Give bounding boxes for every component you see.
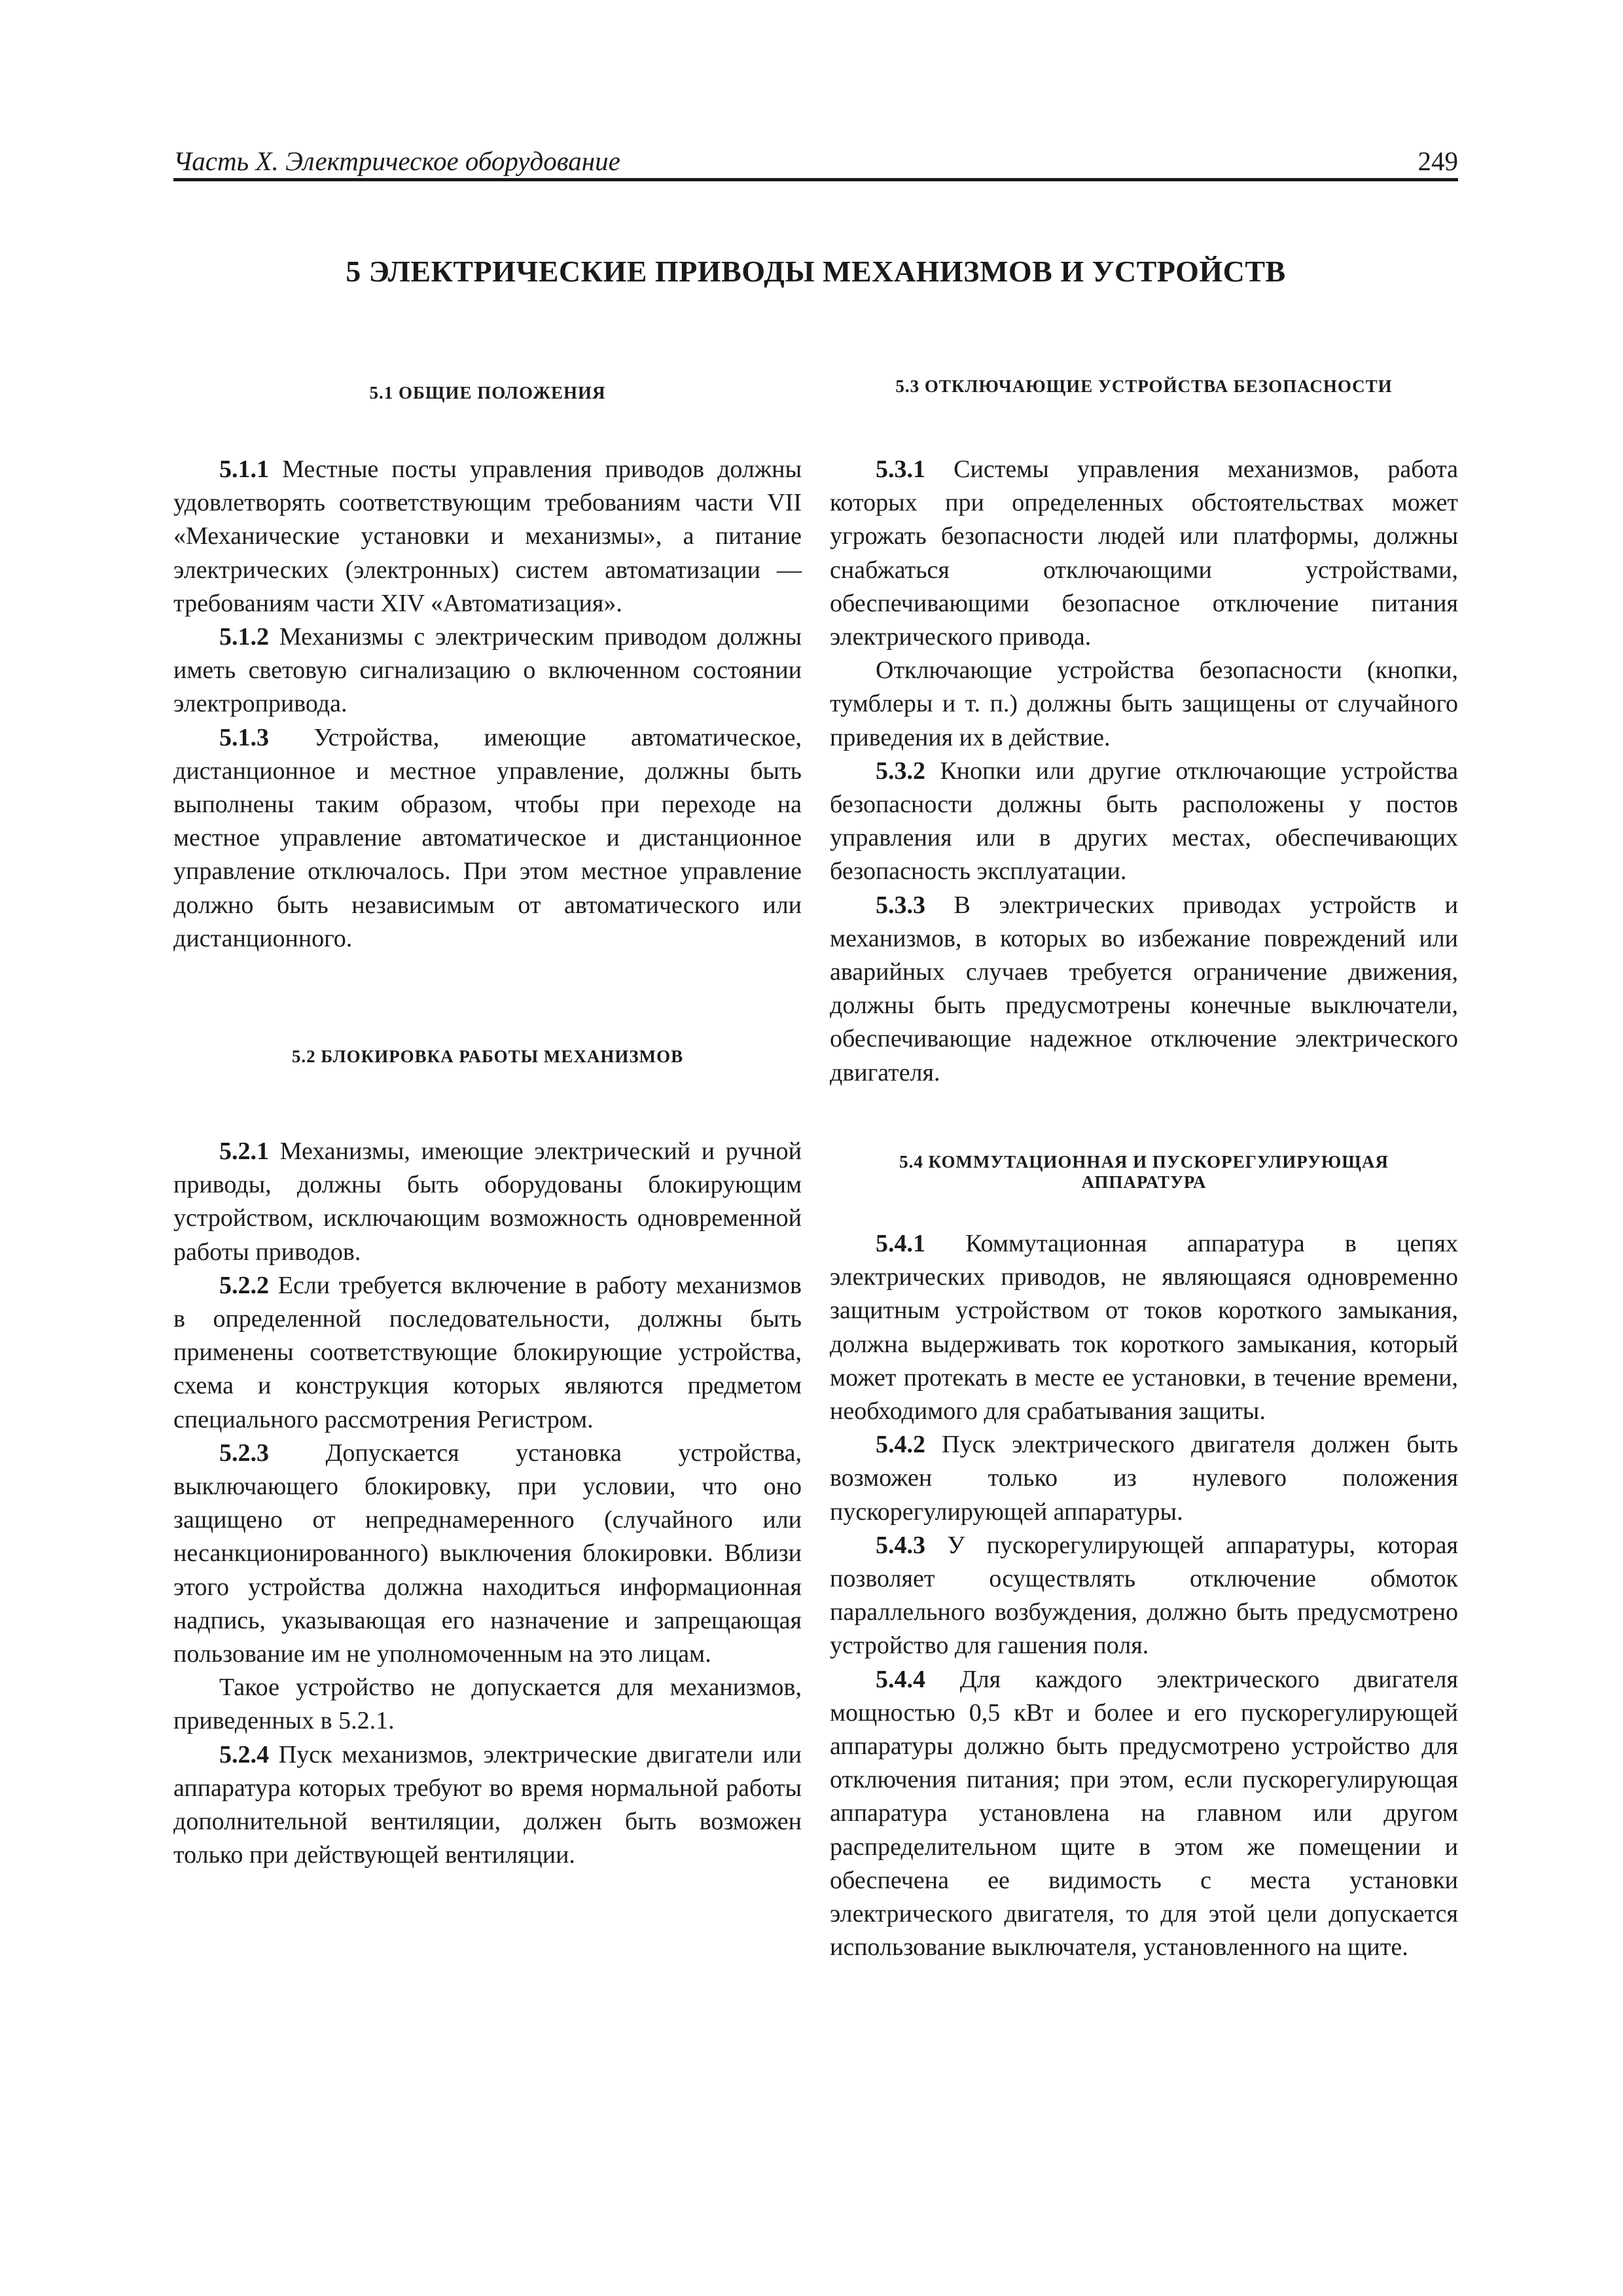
paragraph-5-4-3 bbox=[830, 1529, 1458, 1663]
paragraph-text: Пуск электрического двигателя должен быть возможен только из нулевого положения пускорегулирующей аппаратуры. bbox=[830, 1431, 1458, 1526]
paragraph-5-4-1 bbox=[830, 1227, 1458, 1428]
clause-number: 5.2.1 bbox=[219, 1138, 269, 1165]
section-title-5-3: 5.3 ОТКЛЮЧАЮЩИЕ УСТРОЙСТВА БЕЗОПАСНОСТИ bbox=[895, 376, 1393, 396]
paragraph-5-3-2 bbox=[830, 755, 1458, 889]
paragraph-5-2-4 bbox=[173, 1738, 802, 1873]
section-body-5-1 bbox=[173, 453, 802, 956]
paragraph-5-1-1 bbox=[173, 453, 802, 620]
paragraph-text: Механизмы, имеющие электрический и ручной приводы, должны быть оборудованы блокирующим устройством, исключающим возможность одновременной работы приводов. bbox=[173, 1138, 802, 1266]
paragraph-5-3-1 bbox=[830, 453, 1458, 654]
clause-number: 5.1.1 bbox=[219, 456, 269, 483]
paragraph-text: Местные посты управления приводов должны удовлетворять соответствующим требованиям части VII «Механические установки и механизмы», а питание электрических (электронных) систем автоматизации — требованиям части XIV «Автоматизация». bbox=[173, 456, 802, 617]
page-number: 249 bbox=[1418, 146, 1458, 176]
section-title-5-4: 5.4 КОММУТАЦИОННАЯ И ПУСКОРЕГУЛИРУЮЩАЯ АППАРАТУРА bbox=[899, 1152, 1389, 1192]
paragraph-5-1-2 bbox=[173, 620, 802, 721]
clause-number: 5.4.4 bbox=[876, 1665, 925, 1693]
clause-number: 5.3.3 bbox=[876, 891, 925, 919]
clause-number: 5.2.3 bbox=[219, 1439, 269, 1467]
section-title-5-2: 5.2 БЛОКИРОВКА РАБОТЫ МЕХАНИЗМОВ bbox=[291, 1047, 684, 1066]
clause-number: 5.3.1 bbox=[876, 456, 925, 483]
paragraph-5-3-1-note bbox=[830, 654, 1458, 755]
paragraph-text: Отключающие устройства безопасности (кнопки, тумблеры и т. п.) должны быть защищены от случайного приведения их в действие. bbox=[830, 656, 1458, 751]
section-body-5-2 bbox=[173, 1135, 802, 1872]
paragraph-text: Если требуется включение в работу механизмов в определенной последовательности, должны быть применены соответствующие блокирующие устройства, схема и конструкция которых являются предметом специального рассмотрения Регистром. bbox=[173, 1271, 802, 1433]
paragraph-text: Системы управления механизмов, работа которых при определенных обстоятельствах может угрожать безопасности людей или платформы, должны снабжаться отключающими устройствами, обеспечивающими безопасное отключение питания электрического привода. bbox=[830, 456, 1458, 651]
section-title-5-1: 5.1 ОБЩИЕ ПОЛОЖЕНИЯ bbox=[369, 383, 606, 403]
running-header bbox=[173, 145, 1458, 177]
paragraph-text: Механизмы с электрическим приводом должны иметь световую сигнализацию о включенном состоянии электропривода. bbox=[173, 623, 802, 718]
paragraph-text: Такое устройство не допускается для механизмов, приведенных в 5.2.1. bbox=[173, 1674, 802, 1735]
paragraph-5-2-3-note bbox=[173, 1671, 802, 1738]
paragraph-text: Коммутационная аппаратура в цепях электрических приводов, не являющаяся одновременно защитным устройством от токов короткого замыкания, должна выдерживать ток короткого замыкания, который может протекать в месте ее установки, в течение времени, необходимого для срабатывания защиты. bbox=[830, 1230, 1458, 1426]
paragraph-5-2-3 bbox=[173, 1437, 802, 1671]
section-body-5-3 bbox=[830, 453, 1458, 1090]
paragraph-text: Кнопки или другие отключающие устройства безопасности должны быть расположены у постов управления или в других местах, обеспечивающих безопасность эксплуатации. bbox=[830, 757, 1458, 886]
clause-number: 5.4.1 bbox=[876, 1230, 925, 1257]
clause-number: 5.3.2 bbox=[876, 757, 925, 785]
paragraph-5-2-1 bbox=[173, 1135, 802, 1269]
paragraph-5-4-4 bbox=[830, 1663, 1458, 1965]
clause-number: 5.1.2 bbox=[219, 623, 269, 651]
paragraph-text: Устройства, имеющие автоматическое, дистанционное и местное управление, должны быть выполнены таким образом, чтобы при переходе на местное управление автоматическое и дистанционное управление отключалось. При этом местное управление должно быть независимым от автоматического или дистанционного. bbox=[173, 723, 802, 952]
clause-number: 5.1.3 bbox=[219, 723, 269, 751]
chapter-title: 5 ЭЛЕКТРИЧЕСКИЕ ПРИВОДЫ МЕХАНИЗМОВ И УСТРОЙСТВ bbox=[346, 255, 1286, 288]
paragraph-5-1-3 bbox=[173, 721, 802, 956]
paragraph-5-4-2 bbox=[830, 1428, 1458, 1529]
paragraph-text: Пуск механизмов, электрические двигатели или аппаратура которых требуют во время нормальной работы дополнительной вентиляции, должен быть возможен только при действующей вентиляции. bbox=[173, 1740, 802, 1869]
running-title: Часть X. Электрическое оборудование bbox=[173, 146, 620, 176]
clause-number: 5.2.2 bbox=[219, 1271, 269, 1299]
clause-number: 5.4.2 bbox=[876, 1431, 925, 1459]
paragraph-text: Допускается установка устройства, выключающего блокировку, при условии, что оно защищено от непреднамеренного (случайного или несанкционированного) выключения блокировки. Вблизи этого устройства должна находиться информационная надпись, указывающая его назначение и запрещающая пользование им не уполномоченным на это лицам. bbox=[173, 1439, 802, 1668]
paragraph-text: У пускорегулирующей аппаратуры, которая позволяет осуществлять отключение обмоток параллельного возбуждения, должно быть предусмотрено устройство для гашения поля. bbox=[830, 1531, 1458, 1660]
paragraph-text: В электрических приводах устройств и механизмов, в которых во избежание повреждений или аварийных случаев требуется ограничение движения, должны быть предусмотрены конечные выключатели, обеспечивающие надежное отключение электрического двигателя. bbox=[830, 891, 1458, 1086]
section-body-5-4 bbox=[830, 1227, 1458, 1964]
clause-number: 5.4.3 bbox=[876, 1531, 925, 1559]
paragraph-5-2-2 bbox=[173, 1269, 802, 1437]
clause-number: 5.2.4 bbox=[219, 1740, 269, 1768]
header-rule bbox=[173, 178, 1458, 181]
paragraph-5-3-3 bbox=[830, 889, 1458, 1090]
paragraph-text: Для каждого электрического двигателя мощностью 0,5 кВт и более и его пускорегулирующей аппаратуры должно быть предусмотрено устройство для отключения питания; при этом, если пускорегулирующая аппаратура установлена на главном или другом распределительном щите в этом же помещении и обеспечена ее видимость с места установки электрического двигателя, то для этой цели допускается использование выключателя, установленного на щите. bbox=[830, 1665, 1458, 1962]
